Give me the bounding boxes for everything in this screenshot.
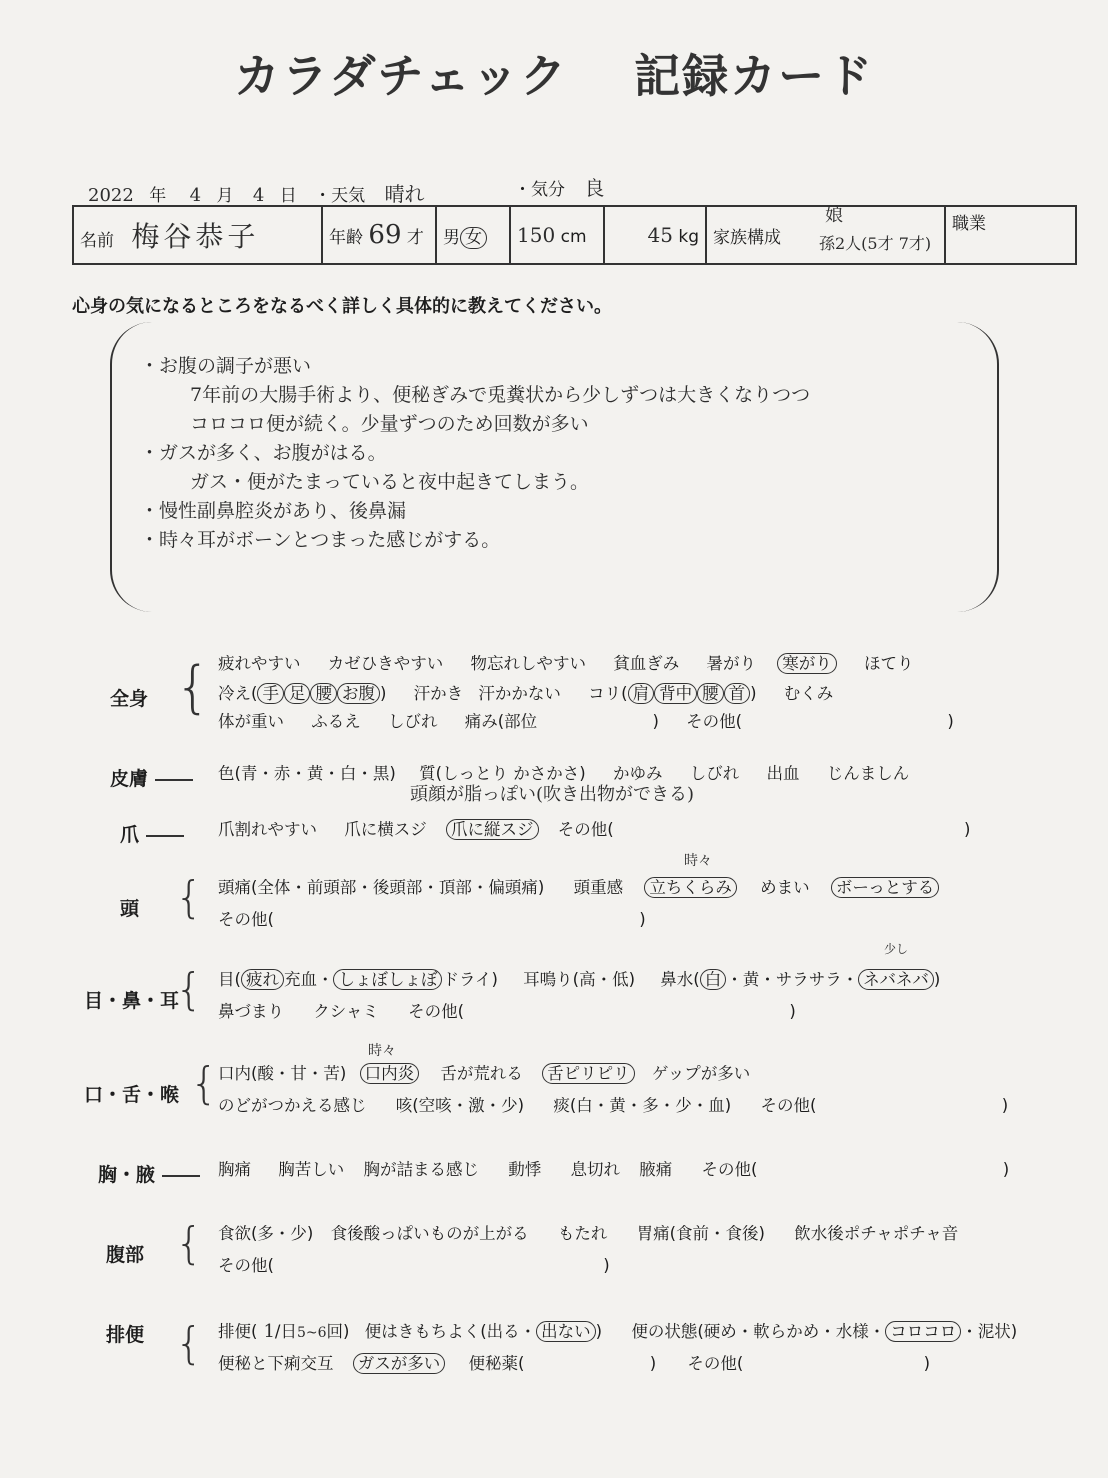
brace-icon: {: [190, 1058, 218, 1109]
option[interactable]: じんましん: [826, 764, 910, 783]
kuchi-row2: [218, 1092, 1008, 1116]
option[interactable]: 物忘れしやすい: [470, 654, 586, 673]
section-label-mune: [98, 1160, 200, 1187]
option-circled[interactable]: ネバネバ: [858, 969, 934, 990]
height-value[interactable]: 150: [517, 223, 556, 247]
option[interactable]: 体が重い: [218, 712, 284, 731]
option-circled[interactable]: 舌ピリピリ: [542, 1063, 635, 1084]
mehanamimi-row1: [218, 966, 940, 990]
option[interactable]: 爪に横スジ: [344, 820, 427, 839]
brace-icon: {: [175, 1218, 203, 1269]
note-line: ・お腹の調子が悪い: [140, 355, 312, 377]
option[interactable]: その他(: [686, 712, 743, 731]
option-circled[interactable]: 背中: [654, 683, 697, 704]
option[interactable]: 回): [326, 1322, 350, 1341]
weight-value[interactable]: 45: [647, 223, 673, 247]
option[interactable]: 便の状態(硬め・軟らかめ・水様・: [631, 1322, 886, 1341]
option[interactable]: かゆみ: [613, 764, 663, 783]
option[interactable]: その他(: [557, 820, 614, 839]
section-label-haiben: 排便: [106, 1324, 145, 1346]
section-label-hifu: [110, 764, 193, 791]
option[interactable]: その他(: [760, 1096, 817, 1115]
option[interactable]: 頭痛(全体・前頭部・後頭部・頂部・偏頭痛): [218, 878, 545, 897]
page-title: [0, 40, 1108, 106]
option-circled[interactable]: 腰: [310, 683, 337, 704]
option[interactable]: ほてり: [864, 654, 914, 673]
haiben-row1: [218, 1318, 1017, 1342]
section-label-tsume: [120, 820, 184, 847]
option[interactable]: 便秘薬(: [468, 1354, 525, 1373]
option[interactable]: /日: [274, 1322, 297, 1341]
tsume-label: 爪: [120, 824, 140, 846]
family-cell[interactable]: [706, 206, 945, 264]
option[interactable]: 痛み(部位: [464, 712, 538, 731]
mehanamimi-annotation: 少し: [884, 942, 909, 956]
date-row: [88, 178, 425, 207]
note-line: ガス・便がたまっていると夜中起きてしまう。: [190, 471, 590, 493]
height-cell[interactable]: [510, 206, 604, 264]
option-circled[interactable]: 立ちくらみ: [644, 877, 737, 898]
note-line: ・慢性副鼻腔炎があり、後鼻漏: [140, 500, 407, 522]
option[interactable]: 腋痛: [639, 1160, 673, 1179]
option[interactable]: 充血・: [283, 970, 334, 989]
option[interactable]: 便はきもちよく(出る・: [364, 1322, 537, 1341]
family-line2[interactable]: 孫2人(5才 7才): [819, 234, 932, 253]
sex-female-circled[interactable]: 女: [460, 227, 487, 249]
weight-unit: kg: [678, 227, 699, 247]
year-value[interactable]: 2022: [88, 185, 134, 206]
option[interactable]: 爪割れやすい: [218, 820, 317, 839]
kuchi-annotation: 時々: [368, 1043, 396, 1059]
weather-value[interactable]: 晴れ: [384, 182, 425, 206]
option[interactable]: 胃痛(食前・食後): [636, 1224, 765, 1243]
fukubu-row1: [218, 1220, 958, 1244]
kuchi-row1: [218, 1060, 750, 1084]
brace-icon: {: [175, 1318, 203, 1369]
option-circled[interactable]: 肩: [628, 683, 655, 704]
section-label-mehanamimi: 目・鼻・耳: [84, 990, 180, 1012]
handwritten-value[interactable]: 1: [263, 1321, 275, 1342]
option-circled[interactable]: 口内炎: [360, 1063, 420, 1084]
option[interactable]: その他(: [687, 1354, 744, 1373]
option[interactable]: ): [933, 970, 941, 989]
name-label: 名前: [80, 231, 114, 251]
title-part2: 記録カード: [634, 49, 875, 103]
section-label-atama: 頭: [120, 898, 140, 920]
option[interactable]: 口内(酸・甘・苦): [218, 1064, 347, 1083]
brace-icon: {: [175, 655, 211, 720]
mood-value[interactable]: 良: [584, 176, 605, 200]
fukubu-row2: [218, 1252, 610, 1276]
zenshin-row2: [218, 680, 833, 704]
option-circled[interactable]: お腹: [337, 683, 380, 704]
option[interactable]: ): [652, 712, 659, 731]
option[interactable]: ): [595, 1322, 603, 1341]
section-label-zenshin: 全身: [110, 688, 149, 710]
option[interactable]: 出血: [766, 764, 800, 783]
weight-cell[interactable]: [604, 206, 706, 264]
option[interactable]: 胸痛: [218, 1160, 251, 1179]
option[interactable]: ): [603, 1256, 610, 1275]
option[interactable]: ゲップが多い: [651, 1064, 751, 1083]
option[interactable]: 胸が詰まる感じ: [363, 1160, 479, 1179]
note-line: コロコロ便が続く。少量ずつのため回数が多い: [190, 413, 589, 435]
job-cell[interactable]: [945, 206, 1076, 264]
option[interactable]: ): [639, 910, 646, 929]
age-value[interactable]: 69: [368, 220, 402, 250]
option[interactable]: のどがつかえる感じ: [218, 1096, 367, 1115]
name-cell[interactable]: [73, 206, 322, 264]
option[interactable]: 頭重感: [573, 878, 624, 897]
mune-label: 胸・腋: [98, 1164, 156, 1186]
mood-label: ・気分: [514, 180, 565, 200]
job-label: 職業: [952, 214, 986, 234]
option-circled[interactable]: 白: [700, 969, 727, 990]
option[interactable]: めまい: [760, 878, 810, 897]
option[interactable]: ): [923, 1354, 930, 1373]
option[interactable]: クシャミ: [313, 1002, 379, 1021]
option[interactable]: 動悸: [508, 1160, 542, 1179]
option[interactable]: 色(青・赤・黄・白・黒): [218, 764, 396, 783]
option[interactable]: 排便(: [218, 1322, 258, 1341]
haiben-row2: [218, 1350, 930, 1374]
height-unit: cm: [560, 227, 587, 247]
option[interactable]: 飲水後ポチャポチャ音: [794, 1224, 959, 1243]
option[interactable]: その他(: [701, 1160, 758, 1179]
option-circled[interactable]: 腰: [697, 683, 724, 704]
option-circled[interactable]: 疲れ: [241, 969, 284, 990]
option[interactable]: カゼひきやすい: [327, 654, 444, 673]
hifu-label: 皮膚: [110, 768, 149, 790]
atama-row2: [218, 906, 646, 930]
age-cell[interactable]: [322, 206, 436, 264]
option[interactable]: ふるえ: [311, 712, 361, 731]
option[interactable]: ): [1001, 1096, 1009, 1115]
option[interactable]: その他(: [218, 910, 274, 929]
month-label: 月: [216, 186, 234, 206]
age-label: 年齢: [329, 228, 363, 248]
note-line: ・時々耳がボーンとつまった感じがする。: [140, 529, 501, 551]
option[interactable]: 鼻水(: [660, 970, 700, 989]
brace-icon: {: [175, 964, 203, 1015]
option[interactable]: 質(しっとり かさかさ): [419, 764, 586, 783]
dash-line: [162, 1175, 200, 1177]
zenshin-row3: [218, 708, 954, 732]
name-value[interactable]: 梅谷恭子: [131, 220, 260, 253]
option[interactable]: もたれ: [557, 1224, 608, 1243]
option[interactable]: むくみ: [783, 684, 834, 703]
option[interactable]: 鼻づまり: [218, 1002, 284, 1021]
option[interactable]: 暑がり: [706, 654, 756, 673]
mehanamimi-row2: [218, 998, 796, 1022]
option[interactable]: ): [649, 1354, 657, 1373]
option-circled[interactable]: コロコロ: [885, 1321, 961, 1342]
option[interactable]: しびれ: [689, 764, 740, 783]
option[interactable]: 咳(空咳・激・少): [395, 1096, 525, 1115]
sex-male[interactable]: 男: [443, 227, 460, 248]
sex-cell[interactable]: [436, 206, 510, 264]
option[interactable]: コリ(: [588, 684, 628, 703]
option[interactable]: ): [750, 684, 757, 703]
age-unit: 才: [406, 228, 424, 248]
option-circled[interactable]: 寒がり: [777, 653, 837, 674]
option[interactable]: ): [1002, 1160, 1010, 1179]
option-circled[interactable]: ボーっとする: [831, 877, 939, 898]
option[interactable]: 胸苦しい: [278, 1160, 345, 1179]
option[interactable]: 食後酸っぱいものが上がる: [330, 1224, 529, 1243]
atama-row1: [218, 874, 939, 898]
note-line: ・ガスが多く、お腹がはる。: [140, 442, 387, 464]
weather-label: ・天気: [314, 186, 366, 206]
option[interactable]: 耳鳴り(高・低): [523, 970, 636, 989]
option-circled[interactable]: ガスが多い: [353, 1353, 446, 1374]
patient-info-table: [72, 205, 1077, 265]
option[interactable]: ): [379, 684, 387, 703]
option[interactable]: ・黄・サラサラ・: [726, 970, 859, 989]
option-circled[interactable]: 出ない: [536, 1321, 596, 1342]
mune-row1: [218, 1156, 1009, 1180]
option-circled[interactable]: 爪に縦スジ: [446, 819, 539, 840]
option-circled[interactable]: 首: [724, 683, 751, 704]
option-circled[interactable]: 手: [257, 683, 284, 704]
day-label: 日: [279, 186, 297, 206]
option[interactable]: 食欲(多・少): [218, 1224, 314, 1243]
option[interactable]: 疲れやすい: [218, 654, 301, 673]
option[interactable]: ): [947, 712, 954, 731]
dash-line: [146, 835, 184, 837]
atama-annotation: 時々: [684, 853, 712, 869]
option-circled[interactable]: 足: [284, 683, 311, 704]
option[interactable]: ): [963, 820, 971, 839]
tsume-row1: [218, 816, 970, 840]
option[interactable]: しびれ: [388, 712, 438, 731]
mood-row: [514, 172, 604, 201]
zenshin-row1: [218, 650, 914, 674]
option[interactable]: 舌が荒れる: [440, 1064, 523, 1083]
month-value[interactable]: 4: [189, 185, 202, 206]
year-label: 年: [149, 186, 167, 206]
section-label-kuchi: 口・舌・喉: [84, 1084, 180, 1106]
option[interactable]: 貧血ぎみ: [613, 654, 680, 673]
notes-area[interactable]: [140, 352, 810, 555]
instruction-text: 心身の気になるところをなるべく詳しく具体的に教えてください。: [72, 296, 612, 317]
option[interactable]: 汗かき: [413, 684, 464, 703]
title-part1: カラダチェック: [233, 49, 569, 103]
option[interactable]: 汗かかない: [478, 684, 561, 703]
dash-line: [155, 779, 193, 781]
option[interactable]: 便秘と下痢交互: [218, 1354, 334, 1373]
family-line1[interactable]: 娘: [825, 205, 843, 226]
family-label: 家族構成: [713, 227, 781, 248]
option[interactable]: 息切れ: [570, 1160, 620, 1179]
option[interactable]: その他(: [408, 1002, 465, 1021]
option[interactable]: ドライ): [442, 970, 498, 989]
day-value[interactable]: 4: [252, 185, 265, 206]
section-label-fukubu: 腹部: [106, 1244, 145, 1266]
note-line: 7年前の大腸手術より、便秘ぎみで兎糞状から少しずつは大きくなりつつ: [190, 384, 811, 406]
option[interactable]: その他(: [218, 1256, 274, 1275]
option[interactable]: ): [789, 1002, 796, 1021]
option[interactable]: ・泥状): [961, 1322, 1018, 1341]
hifu-note[interactable]: 頭顔が脂っぽい(吹き出物ができる): [410, 784, 695, 805]
brace-icon: {: [175, 872, 203, 923]
option-circled[interactable]: しょぼしょぼ: [333, 969, 442, 990]
handwritten-value[interactable]: 5~6: [296, 1325, 327, 1341]
option[interactable]: 冷え(: [218, 684, 258, 703]
option[interactable]: 痰(白・黄・多・少・血): [553, 1096, 732, 1115]
option[interactable]: 目(: [218, 970, 241, 989]
